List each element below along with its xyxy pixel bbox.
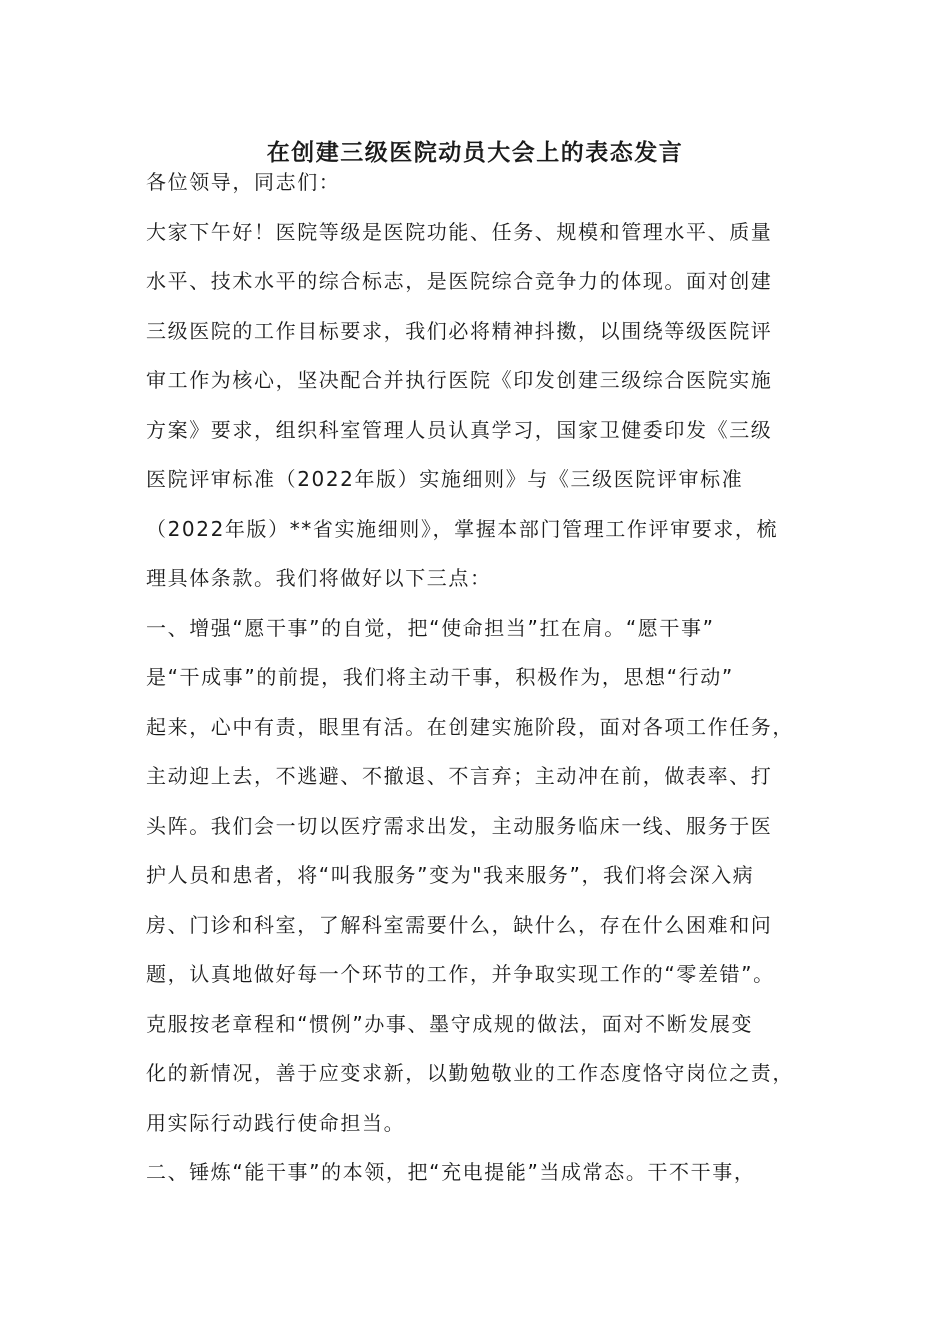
paragraph-line: （2022年版）**省实施细则》，掌握本部门管理工作评审要求，梳: [146, 516, 779, 541]
paragraph-line: 是“干成事”的前提，我们将主动干事，积极作为，思想“行动”: [146, 665, 734, 689]
paragraph-line: 护人员和患者，将“叫我服务”变为"我来服务”，我们将会深入病: [146, 863, 755, 887]
paragraph-line: 头阵。我们会一切以医疗需求出发，主动服务临床一线、服务于医: [146, 813, 773, 838]
paragraph-line: 用实际行动践行使命担当。: [146, 1110, 406, 1135]
paragraph-line: 水平、技术水平的综合标志，是医院综合竞争力的体现。面对创建: [146, 269, 773, 293]
paragraph-line: 三级医院的工作目标要求，我们必将精神抖擞，以围绕等级医院评: [146, 318, 773, 343]
paragraph-line: 方案》要求，组织科室管理人员认真学习，国家卫健委印发《三级: [146, 417, 773, 442]
paragraph-line: 审工作为核心，坚决配合并执行医院《印发创建三级综合医院实施: [146, 368, 773, 392]
paragraph-line: 二、锤炼“能干事”的本领，把“充电提能”当成常态。干不干事，: [146, 1160, 756, 1184]
paragraph-line: 房、门诊和科室，了解科室需要什么，缺什么，存在什么困难和问: [146, 912, 773, 937]
paragraph-line: 主动迎上去，不逃避、不撤退、不言弃；主动冲在前，做表率、打: [146, 764, 773, 788]
paragraph-line: 理具体条款。我们将做好以下三点：: [146, 566, 492, 590]
salutation: 各位领导，同志们：: [146, 170, 341, 194]
document-body: [146, 158, 836, 1198]
paragraph-line: 大家下午好！医院等级是医院功能、任务、规模和管理水平、质量: [146, 219, 773, 244]
page-title: 在创建三级医院动员大会上的表态发言: [266, 140, 684, 166]
paragraph-line: 题，认真地做好每一个环节的工作，并争取实现工作的“零差错”。: [146, 962, 775, 986]
paragraph-line: 化的新情况，善于应变求新，以勤勉敬业的工作态度恪守岗位之责，: [146, 1061, 794, 1085]
paragraph-line: 医院评审标准（2022年版）实施细则》与《三级医院评审标准: [146, 467, 744, 491]
paragraph-line: 一、增强“愿干事”的自觉，把“使命担当”扛在肩。“愿干事”: [146, 615, 715, 640]
paragraph-line: 起来，心中有责，眼里有活。在创建实施阶段，面对各项工作任务，: [146, 714, 794, 739]
paragraph-line: 克服按老章程和“惯例”办事、墨守成规的做法，面对不断发展变: [146, 1011, 754, 1036]
